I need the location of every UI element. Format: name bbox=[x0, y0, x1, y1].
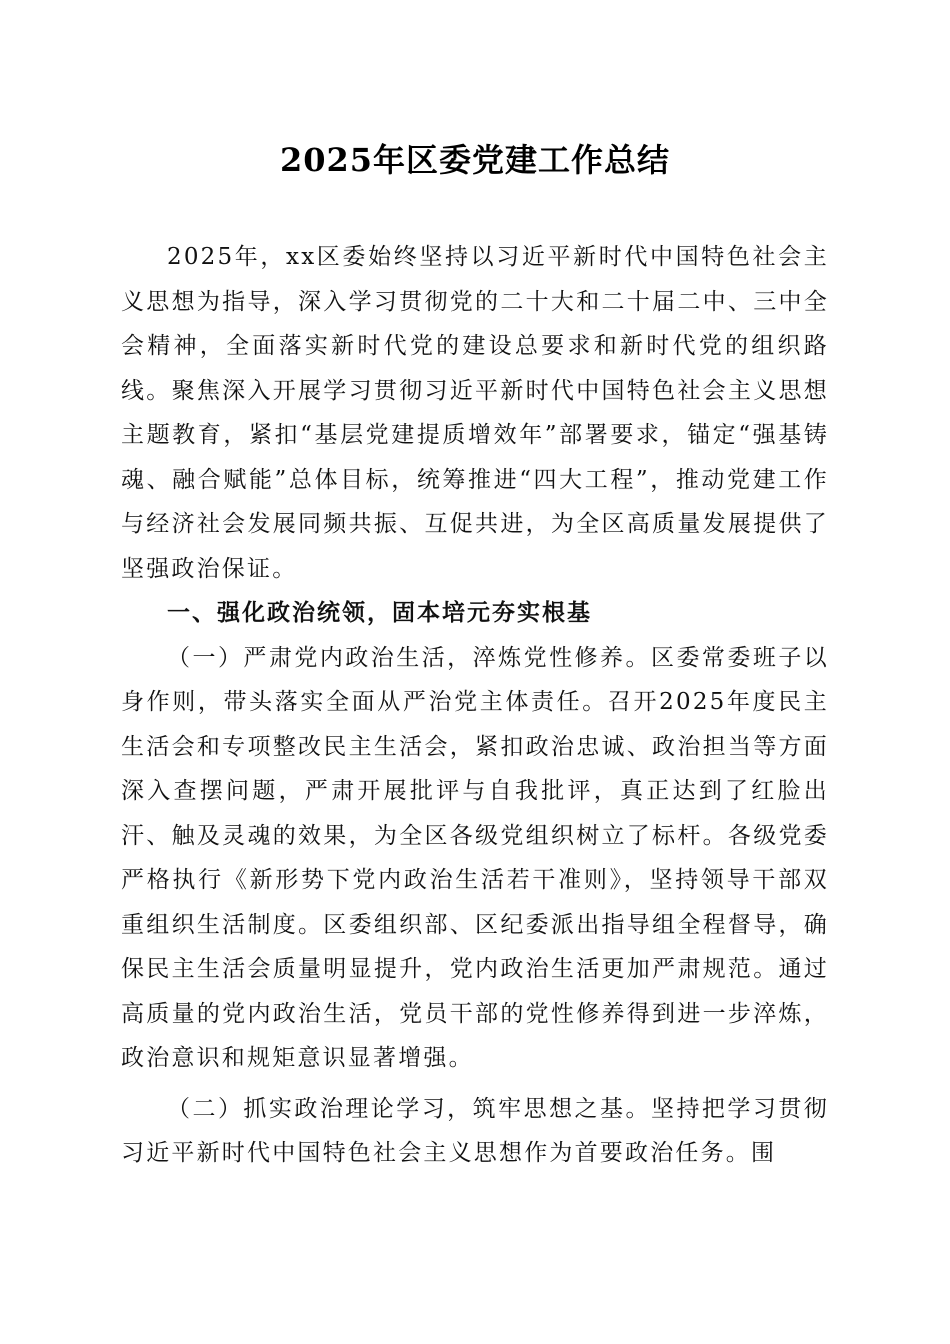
subsection-heading-1: （一）严肃党内政治生活，淬炼党性修养。 bbox=[167, 644, 651, 671]
document-title: 2025年区委党建工作总结 bbox=[279, 141, 671, 179]
subsection-paragraph-2 bbox=[121, 1087, 829, 1176]
subsection-heading-2: （二）抓实政治理论学习，筑牢思想之基。 bbox=[167, 1095, 651, 1122]
intro-paragraph: 2025年，xx区委始终坚持以习近平新时代中国特色社会主义思想为指导，深入学习贯彻党的二十大和二十届二中、三中全会精神，全面落实新时代党的建设总要求和新时代党的组织路线。聚焦深入开展学习贯彻习近平新时代中国特色社会主义思想主题教育，紧扣“基层党建提质增效年”部署要求，锚定“强基铸魂、融合赋能”总体目标，统筹推进“四大工程”，推动党建工作与经济社会发展同频共振、互促共进，为全区高质量发展提供了坚强政治保证。 bbox=[121, 244, 829, 582]
section-heading: 一、强化政治统领，固本培元夯实根基 bbox=[167, 600, 592, 626]
subsection-paragraph-1 bbox=[121, 636, 829, 1081]
subsection-text-2: 坚持把学习贯彻习近平新时代中国特色社会主义思想作为首要政治任务。围 bbox=[121, 1095, 829, 1166]
subsection-text-1: 区委常委班子以身作则，带头落实全面从严治党主体责任。召开2025年度民主生活会和专项整改民主生活会，紧扣政治忠诚、政治担当等方面深入查摆问题，严肃开展批评与自我批评，真正达到了红脸出汗、触及灵魂的效果，为全区各级党组织树立了标杆。各级党委严格执行《新形势下党内政治生活若干准则》，坚持领导干部双重组织生活制度。区委组织部、区纪委派出指导组全程督导，确保民主生活会质量明显提升，党内政治生活更加严肃规范。通过高质量的党内政治生活，党员干部的党性修养得到进一步淬炼，政治意识和规矩意识显著增强。 bbox=[121, 644, 829, 1071]
document-body bbox=[121, 235, 829, 1176]
